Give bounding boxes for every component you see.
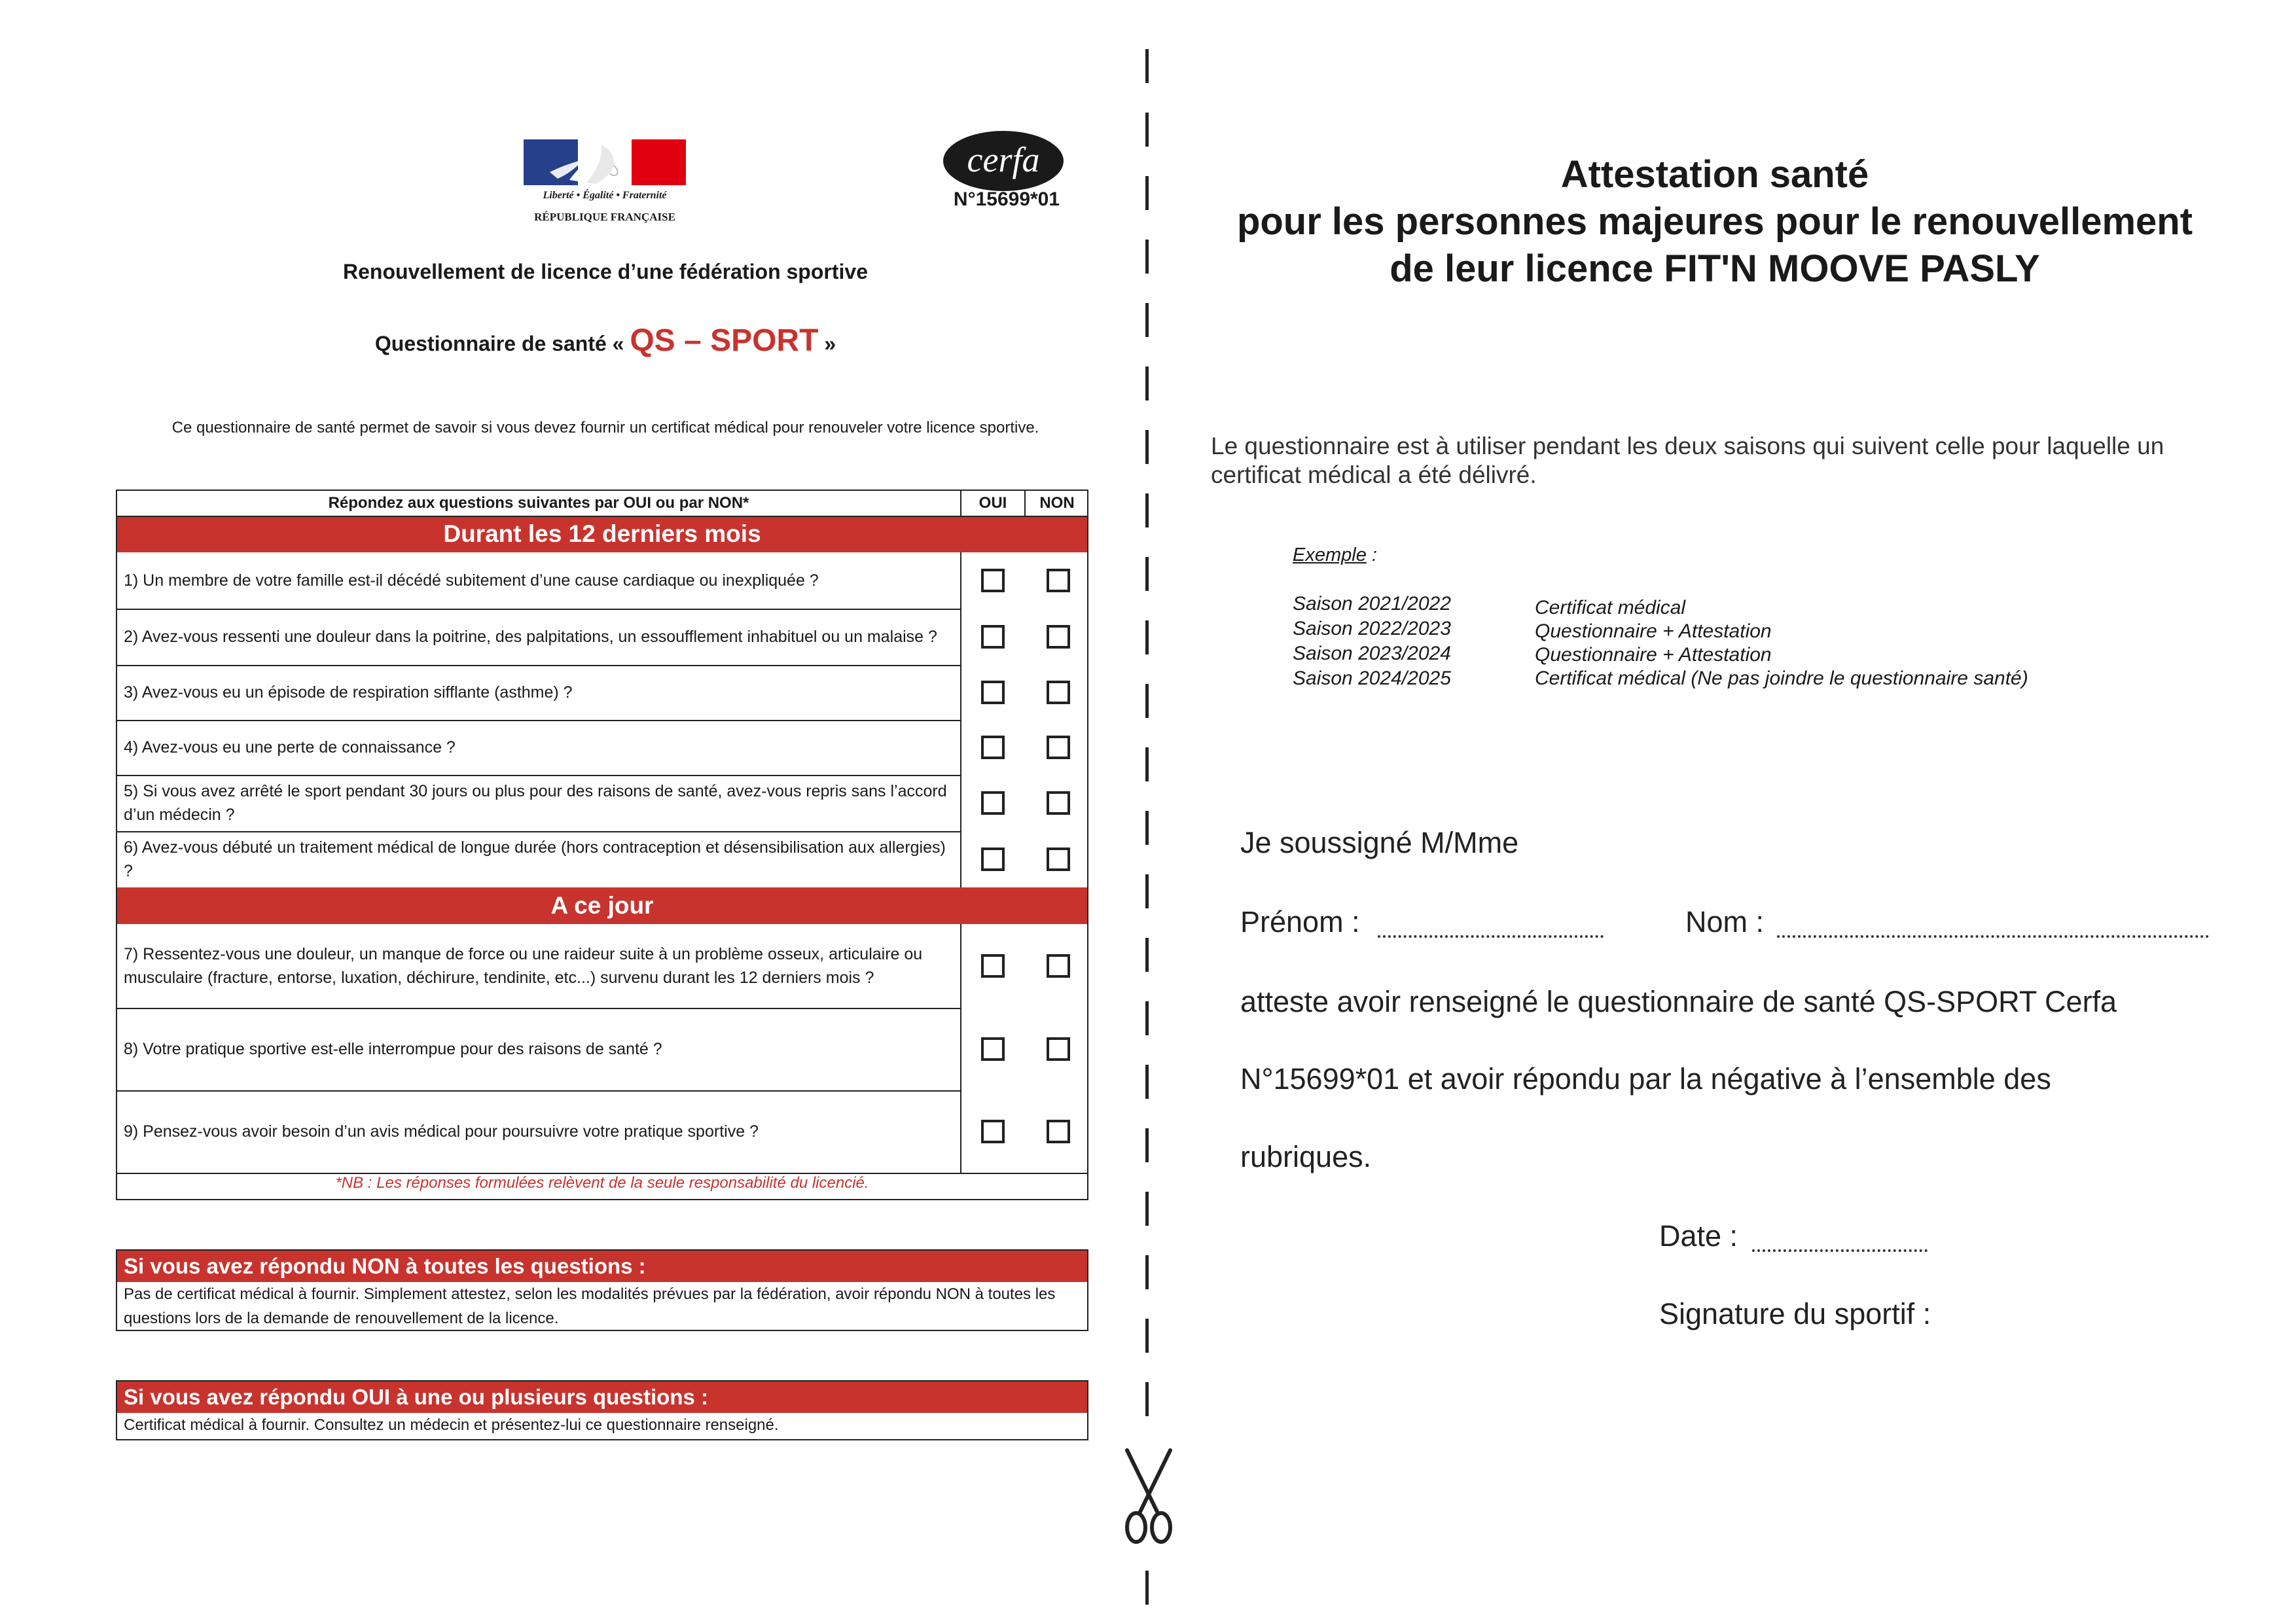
attestation-intro: Le questionnaire est à utiliser pendant les deux saisons qui suivent celle pour laquelle un certificat médical a été délivré.	[1211, 433, 2164, 488]
questionnaire-title	[118, 323, 1093, 359]
season-value: Questionnaire + Attestation	[1535, 620, 1772, 642]
q9-no-checkbox[interactable]	[1047, 1120, 1070, 1143]
attestation-title: Attestation santé	[1560, 153, 1869, 196]
q8-yes-checkbox[interactable]	[981, 1037, 1005, 1061]
season-label: Saison 2021/2022	[1293, 593, 1451, 615]
date-field[interactable]	[1752, 1249, 1928, 1252]
q6-no-checkbox[interactable]	[1047, 847, 1070, 871]
nb-footnote: *NB : Les réponses formulées relèvent de la seule responsabilité du licencié.	[335, 1174, 869, 1192]
question-3: 3) Avez-vous eu un épisode de respiration sifflante (asthme) ?	[124, 683, 573, 702]
intro-text: Ce questionnaire de santé permet de savoir si vous devez fournir un certificat médical pour renouveler votre licence sportive.	[171, 419, 1039, 437]
question-8: 8) Votre pratique sportive est-elle interrompue pour des raisons de santé ?	[124, 1040, 662, 1058]
section-today: A ce jour	[117, 887, 1087, 924]
q9-yes-checkbox[interactable]	[981, 1120, 1005, 1143]
q5-yes-checkbox[interactable]	[981, 791, 1005, 815]
q4-no-checkbox[interactable]	[1047, 736, 1070, 759]
question-9: 9) Pensez-vous avoir besoin d’un avis médical pour poursuivre votre pratique sportive ?	[124, 1122, 759, 1141]
section-last-12-months: Durant les 12 derniers mois	[117, 516, 1087, 552]
season-value: Certificat médical	[1535, 597, 1686, 618]
question-2: 2) Avez-vous ressenti une douleur dans la poitrine, des palpitations, un essoufflement inhabituel ou un malaise ?	[124, 628, 937, 646]
cerfa-number: N°15699*01	[953, 188, 1060, 210]
attestation-statement-line-2: N°15699*01 et avoir répondu par la négative à l’ensemble des	[1240, 1062, 2051, 1096]
season-value: Certificat médical (Ne pas joindre le questionnaire santé)	[1535, 668, 2028, 689]
lastname-field[interactable]	[1777, 935, 2209, 938]
lastname-label: Nom :	[1685, 905, 1765, 938]
firstname-label: Prénom :	[1240, 905, 1360, 938]
question-4: 4) Avez-vous eu une perte de connaissance ?	[124, 738, 456, 757]
q1-no-checkbox[interactable]	[1047, 569, 1070, 592]
date-line	[1659, 1219, 1934, 1253]
q1-yes-checkbox[interactable]	[981, 569, 1005, 592]
season-label: Saison 2023/2024	[1293, 643, 1451, 664]
svg-text:cerfa: cerfa	[967, 140, 1040, 179]
example-label-colon: :	[1366, 544, 1377, 565]
firstname-field[interactable]	[1378, 935, 1604, 938]
signature-label: Signature du sportif :	[1659, 1297, 1931, 1330]
cerfa-logo	[941, 128, 1066, 194]
logo-republic: RÉPUBLIQUE FRANÇAISE	[534, 211, 675, 223]
info-box-all-no-body: Pas de certificat médical à fournir. Simplement attestez, selon les modalités prévues par la fédération, avoir répondu NON à toutes les questions lors de la demande de renouvellement de la licence.	[124, 1285, 1056, 1327]
q7-yes-checkbox[interactable]	[981, 954, 1005, 978]
questionnaire-table	[116, 490, 1088, 1200]
attestation-statement-line-1: atteste avoir renseigné le questionnaire de santé QS-SPORT Cerfa	[1240, 985, 2117, 1018]
q2-yes-checkbox[interactable]	[981, 625, 1005, 649]
question-6: 6) Avez-vous débuté un traitement médical de longue durée (hors contraception et désensibilisation aux allergies) ?	[124, 838, 946, 880]
attestation-title-line-3: de leur licence FIT'N MOOVE PASLY	[1390, 247, 2040, 290]
table-header-no: NON	[1039, 494, 1075, 512]
info-box-any-yes	[116, 1380, 1088, 1440]
info-box-all-no-title: Si vous avez répondu NON à toutes les questions :	[117, 1251, 1087, 1282]
q4-yes-checkbox[interactable]	[981, 736, 1005, 759]
q8-no-checkbox[interactable]	[1047, 1037, 1070, 1061]
table-header-yes: OUI	[978, 494, 1007, 512]
form-subtitle: Renouvellement de licence d’une fédération sportive	[343, 260, 868, 283]
questionnaire-title-suffix: »	[824, 332, 836, 355]
q7-no-checkbox[interactable]	[1047, 954, 1070, 978]
example-label	[1293, 544, 1377, 566]
logo-motto: Liberté • Égalité • Fraternité	[543, 190, 667, 201]
question-7: 7) Ressentez-vous une douleur, un manque de force ou une raideur suite à un problème osseux, articulaire ou musculaire (fracture, entorse, luxation, déchirure, tendinite, etc...) survenu durant les 12 derniers mois ?	[124, 945, 923, 987]
season-label: Saison 2024/2025	[1293, 668, 1451, 689]
date-label: Date :	[1659, 1219, 1738, 1253]
info-box-any-yes-body: Certificat médical à fournir. Consultez un médecin et présentez-lui ce questionnaire renseigné.	[124, 1416, 779, 1434]
q3-yes-checkbox[interactable]	[981, 681, 1005, 704]
q5-no-checkbox[interactable]	[1047, 791, 1070, 815]
attestation-declarant-line: Je soussigné M/Mme	[1240, 826, 1519, 859]
q3-no-checkbox[interactable]	[1047, 681, 1070, 704]
info-box-all-no	[116, 1249, 1088, 1331]
q2-no-checkbox[interactable]	[1047, 625, 1070, 649]
scissors-icon	[1113, 1446, 1185, 1548]
q6-yes-checkbox[interactable]	[981, 847, 1005, 871]
question-1: 1) Un membre de votre famille est-il décédé subitement d’une cause cardiaque ou inexpliquée ?	[124, 571, 819, 590]
example-label-text: Exemple	[1293, 544, 1367, 565]
table-header-instructions: Répondez aux questions suivantes par OUI ou par NON*	[328, 494, 749, 512]
attestation-title-line-2: pour les personnes majeures pour le renouvellement	[1236, 200, 2193, 243]
attestation-statement-line-3: rubriques.	[1240, 1140, 1372, 1173]
question-5: 5) Si vous avez arrêté le sport pendant 30 jours ou plus pour des raisons de santé, avez-vous repris sans l’accord d’un médecin ?	[124, 782, 947, 824]
season-value: Questionnaire + Attestation	[1535, 644, 1772, 666]
questionnaire-title-prefix: Questionnaire de santé «	[374, 332, 624, 355]
info-box-any-yes-title: Si vous avez répondu OUI à une ou plusieurs questions :	[117, 1382, 1087, 1413]
season-label: Saison 2022/2023	[1293, 618, 1451, 639]
qs-sport-label: QS – SPORT	[630, 323, 819, 358]
